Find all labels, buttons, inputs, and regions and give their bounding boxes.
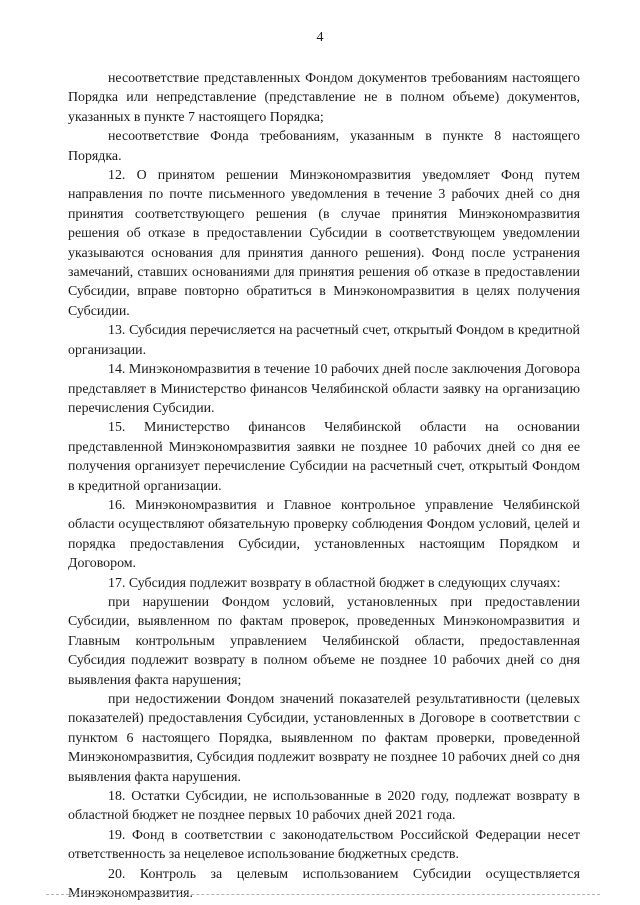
- paragraph: при нарушении Фондом условий, установленных при предоставлении Субсидии, выявленном по фактам проверок, проведенных Минэкономразвития и Главным контрольным управлением Челябинской области, предоставленная Субсидия подлежит возврату в полном объеме не позднее 10 рабочих дней со дня выявления факта нарушения;: [68, 594, 580, 688]
- paragraph: 17. Субсидия подлежит возврату в областной бюджет в следующих случаях:: [108, 575, 561, 591]
- paragraph: несоответствие представленных Фондом документов требованиям настоящего Порядка или непредставление (представление не в полном объеме) документов, указанных в пункте 7 настоящего Порядка;: [68, 71, 580, 125]
- paragraph: несоответствие Фонда требованиям, указанным в пункте 8 настоящего Порядка.: [68, 129, 580, 164]
- paragraph: при недостижении Фондом значений показателей результативности (целевых показателей) предоставления Субсидии, установленных в Договоре в соответствии с пунктом 6 настоящего Порядка, выявленном по фактам проверки, проведенной Минэкономразвития, Субсидия подлежит возврату не позднее 10 рабочих дней со дня выявления факта нарушения.: [68, 692, 580, 785]
- paragraph: 13. Субсидия перечисляется на расчетный счет, открытый Фондом в кредитной организации.: [68, 323, 580, 358]
- footer-divider: [46, 894, 600, 895]
- paragraph: 19. Фонд в соответствии с законодательством Российской Федерации несет ответственность за нецелевое использование бюджетных средств.: [68, 827, 580, 863]
- paragraph: 15. Министерство финансов Челябинской области на основании представленной Минэкономразвития заявки не позднее 10 рабочих дней со дня ее получения организует перечисление Субсидии на расчетный счет, открытый Фондом в кредитной организации.: [68, 420, 580, 494]
- paragraph: 18. Остатки Субсидии, не использованные в 2020 году, подлежат возврату в областной бюджет не позднее первых 10 рабочих дней 2021 года.: [68, 789, 580, 824]
- paragraph: 16. Минэкономразвития и Главное контрольное управление Челябинской области осуществляют обязательную проверку соблюдения Фондом условий, целей и порядка предоставления Субсидии, установленных настоящим Порядком и Договором.: [68, 497, 580, 572]
- paragraph: 12. О принятом решении Минэкономразвития уведомляет Фонд путем направления по почте письменного уведомления в течение 3 рабочих дней со дня принятия соответствующего решения (в случае принятия Минэкономразвития решения об отказе в предоставлении Субсидии в соответствующем уведомлении указываются основания для принятия данного решения). Фонд после устранения замечаний, ставших основаниями для принятия решения об отказе в предоставлении Субсидии, вправе повторно обратиться в Минэкономразвития в целях получения Субсидии.: [68, 168, 580, 319]
- document-body: [68, 69, 580, 903]
- paragraph: 20. Контроль за целевым использованием Субсидии осуществляется Минэкономразвития.: [68, 866, 580, 902]
- page-number: 4: [316, 30, 324, 45]
- paragraph: 14. Минэкономразвития в течение 10 рабочих дней после заключения Договора представляет в Министерство финансов Челябинской области заявку на организацию перечисления Субсидии.: [68, 362, 580, 416]
